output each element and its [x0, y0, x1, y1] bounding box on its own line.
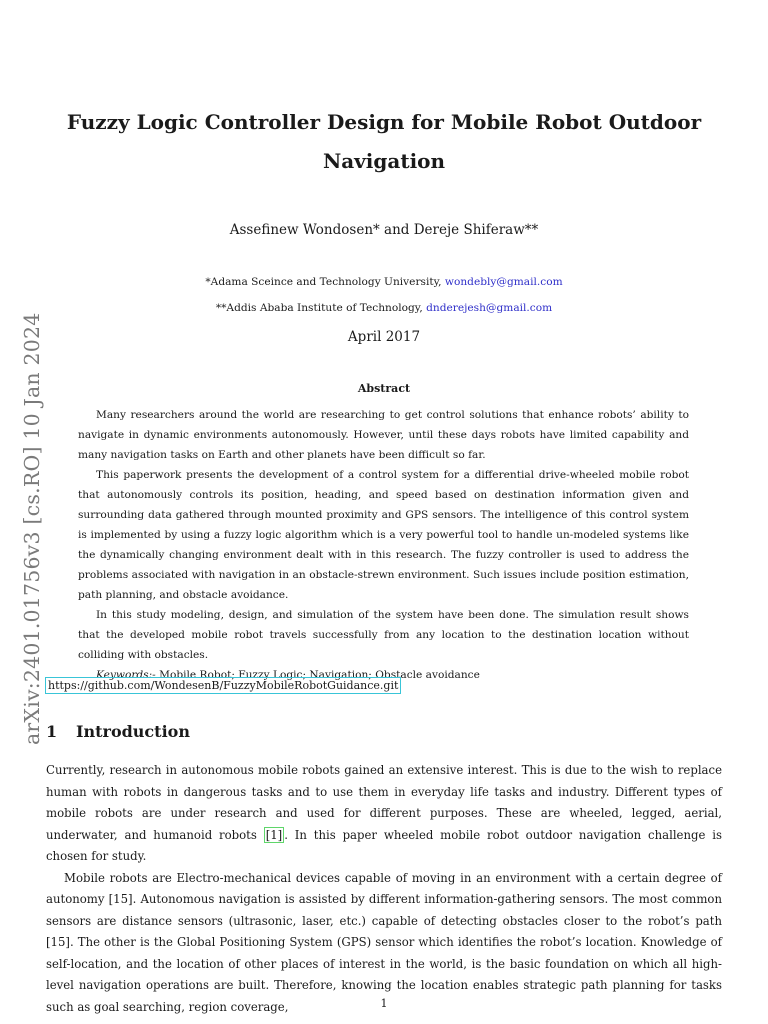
page-number: 1 [380, 997, 388, 1010]
abstract-paragraph: In this study modeling, design, and simulation of the system have been done. The simulation result shows that the developed mobile robot travels successfully from any location to the destination location without colliding with obstacles. [78, 609, 689, 661]
github-link[interactable]: https://github.com/WondesenB/FuzzyMobileRobotGuidance.git [45, 677, 401, 694]
intro-paragraph-2: Mobile robots are Electro-mechanical devices capable of moving in an environment with a certain degree of autonomy [15]. Autonomous navigation is assisted by different information-gathering sensors. The most common sensors are distance sensors (ultrasonic, laser, etc.) capable of detecting obstacles closer to the robot’s path [15]. The other is the Global Positioning System (GPS) sensor which identifies the robot’s location. Knowledge of self-location, and the location of other places of interest in the world, is the basic foundation on which all high-level navigation operations are built. Therefore, knowing the location enables strategic path planning for tasks such as goal searching, region coverage, [46, 870, 722, 1014]
affiliation-1 [0, 276, 768, 288]
date: April 2017 [347, 329, 421, 345]
section-title: Introduction [76, 722, 190, 741]
keywords-label: Keywords:- [96, 669, 156, 681]
intro-paragraph-1 [46, 760, 722, 868]
authors: Assefinew Wondosen* and Dereje Shiferaw** [229, 222, 539, 238]
affiliation-1-name: *Adama Sceince and Technology University, [205, 276, 445, 288]
intro-text: Currently, research in autonomous mobile robots gained an extensive interest. This is due to the wish to replace human with robots in dangerous tasks and to use them in everyday life tasks and industry. Different types of mobile robots are under research and used for different purposes. These are wheeled, legged, aerial, underwater, and humanoid robots [46, 763, 722, 842]
affiliation-2-name: **Addis Ababa Institute of Technology, [215, 302, 427, 314]
abstract-paragraph: This paperwork presents the development of a control system for a differential drive-wheeled mobile robot that autonomously controls its position, heading, and speed based on destination information given and surrounding data gathered through mounted proximity and GPS sensors. The intelligence of this control system is implemented by using a fuzzy logic algorithm which is a very powerful tool to handle un-modeled systems like the dynamically changing environment dealt with in this research. The fuzzy controller is used to address the problems associated with navigation in an obstacle-strewn environment. Such issues include position estimation, path planning, and obstacle avoidance. [78, 469, 689, 601]
keywords-list: Mobile Robot; Fuzzy Logic; Navigation; Obstacle avoidance [155, 669, 480, 681]
abstract-heading: Abstract [357, 382, 411, 395]
email-link-2[interactable]: dnderejesh@gmail.com [426, 302, 553, 314]
section-number: 1 [46, 722, 58, 741]
section-heading [46, 722, 190, 741]
abstract-body [78, 405, 689, 685]
abstract-paragraph: Many researchers around the world are researching to get control solutions that enhance robots’ ability to navigate in dynamic environments autonomously. However, until these days robots have limited capability and many navigation tasks on Earth and other planets have been difficult so far. [78, 409, 689, 461]
arxiv-watermark: arXiv:2401.01756v3 [cs.RO] 10 Jan 2024 [20, 312, 44, 745]
email-link-1[interactable]: wondebly@gmail.com [444, 276, 563, 288]
intro-text: . In this paper wheeled mobile robot outdoor navigation challenge is chosen for study. [46, 827, 722, 863]
paper-title: Fuzzy Logic Controller Design for Mobile Robot Outdoor Navigation [66, 110, 702, 173]
citation-link[interactable]: [1] [265, 827, 283, 842]
affiliation-2 [0, 302, 768, 314]
introduction-body [46, 760, 722, 1018]
